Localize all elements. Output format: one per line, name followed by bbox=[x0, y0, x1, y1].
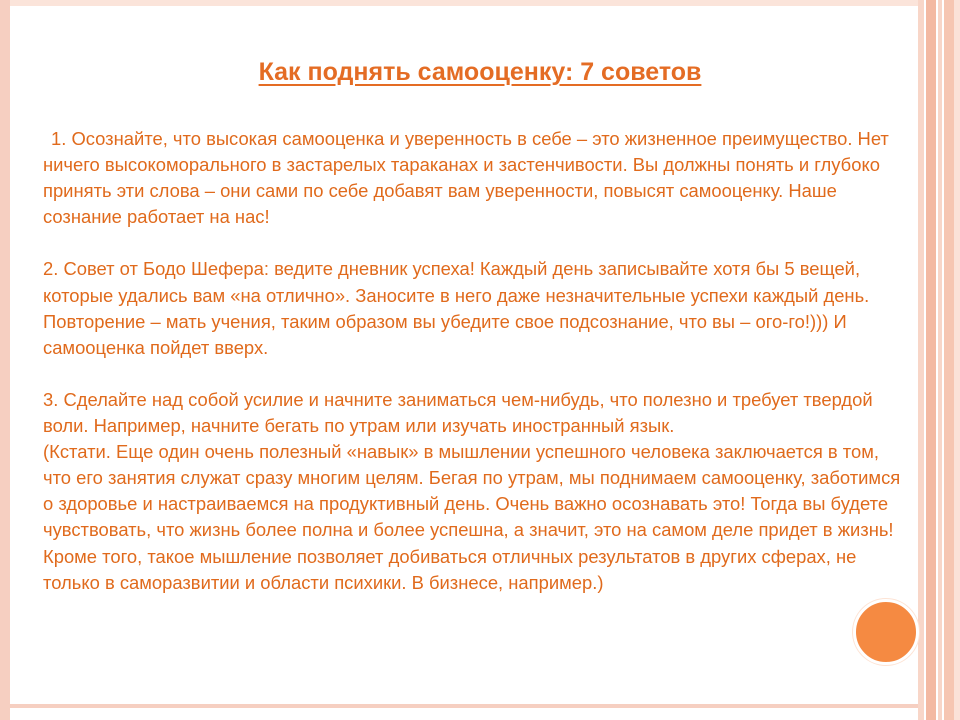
tip-2-paragraph: 2. Совет от Бодо Шефера: ведите дневник успеха! Каждый день записывайте хотя бы 5 вещей, которые удались вам «на отлично». Заносите в него даже незначительные успехи каждый день. Повторение – мать учения, таким образом вы убедите свое подсознание, что вы – ого-го!))) И самооценка пойдет вверх. bbox=[43, 258, 870, 358]
decorative-side-stripes bbox=[918, 0, 960, 720]
stripe bbox=[944, 0, 954, 720]
frame-top-border bbox=[0, 0, 918, 6]
slide-title: Как поднять самооценку: 7 советов bbox=[258, 58, 702, 86]
tip-3-note-paragraph: (Кстати. Еще один очень полезный «навык» в мышлении успешного человека заключается в том, что его занятия служат сразу многим целям. Бегая по утрам, мы поднимаем самооценку, заботимся о здоровье и настраиваемся на продуктивный день. Очень важно осознавать это! Тогда вы будете чувствовать, что жизнь более полна и более успешна, а значит, это на самом деле придет в жизнь! Кроме того, такое мышление позволяет добиваться отличных результатов в других сферах, не только в саморазвитии и области психики. В бизнесе, например.) bbox=[43, 441, 901, 593]
frame-left-border bbox=[0, 0, 10, 720]
tip-3-paragraph: 3. Сделайте над собой усилие и начните заниматься чем-нибудь, что полезно и требует твердой воли. Например, начните бегать по утрам или изучать иностранный язык. bbox=[43, 388, 873, 437]
frame-bottom-border bbox=[0, 704, 918, 708]
tip-1-paragraph: 1. Осознайте, что высокая самооценка и уверенность в себе – это жизненное преимущество. Нет ничего высокоморального в застарелых тараканах и застенчивости. Вы должны понять и глубоко принять эти слова – они сами по себе добавят вам уверенности, повысят самооценку. Наше сознание работает на нас! bbox=[43, 128, 889, 228]
decorative-circle-icon bbox=[853, 599, 919, 665]
stripe bbox=[954, 0, 960, 720]
slide-body bbox=[43, 126, 911, 596]
stripe bbox=[926, 0, 936, 720]
